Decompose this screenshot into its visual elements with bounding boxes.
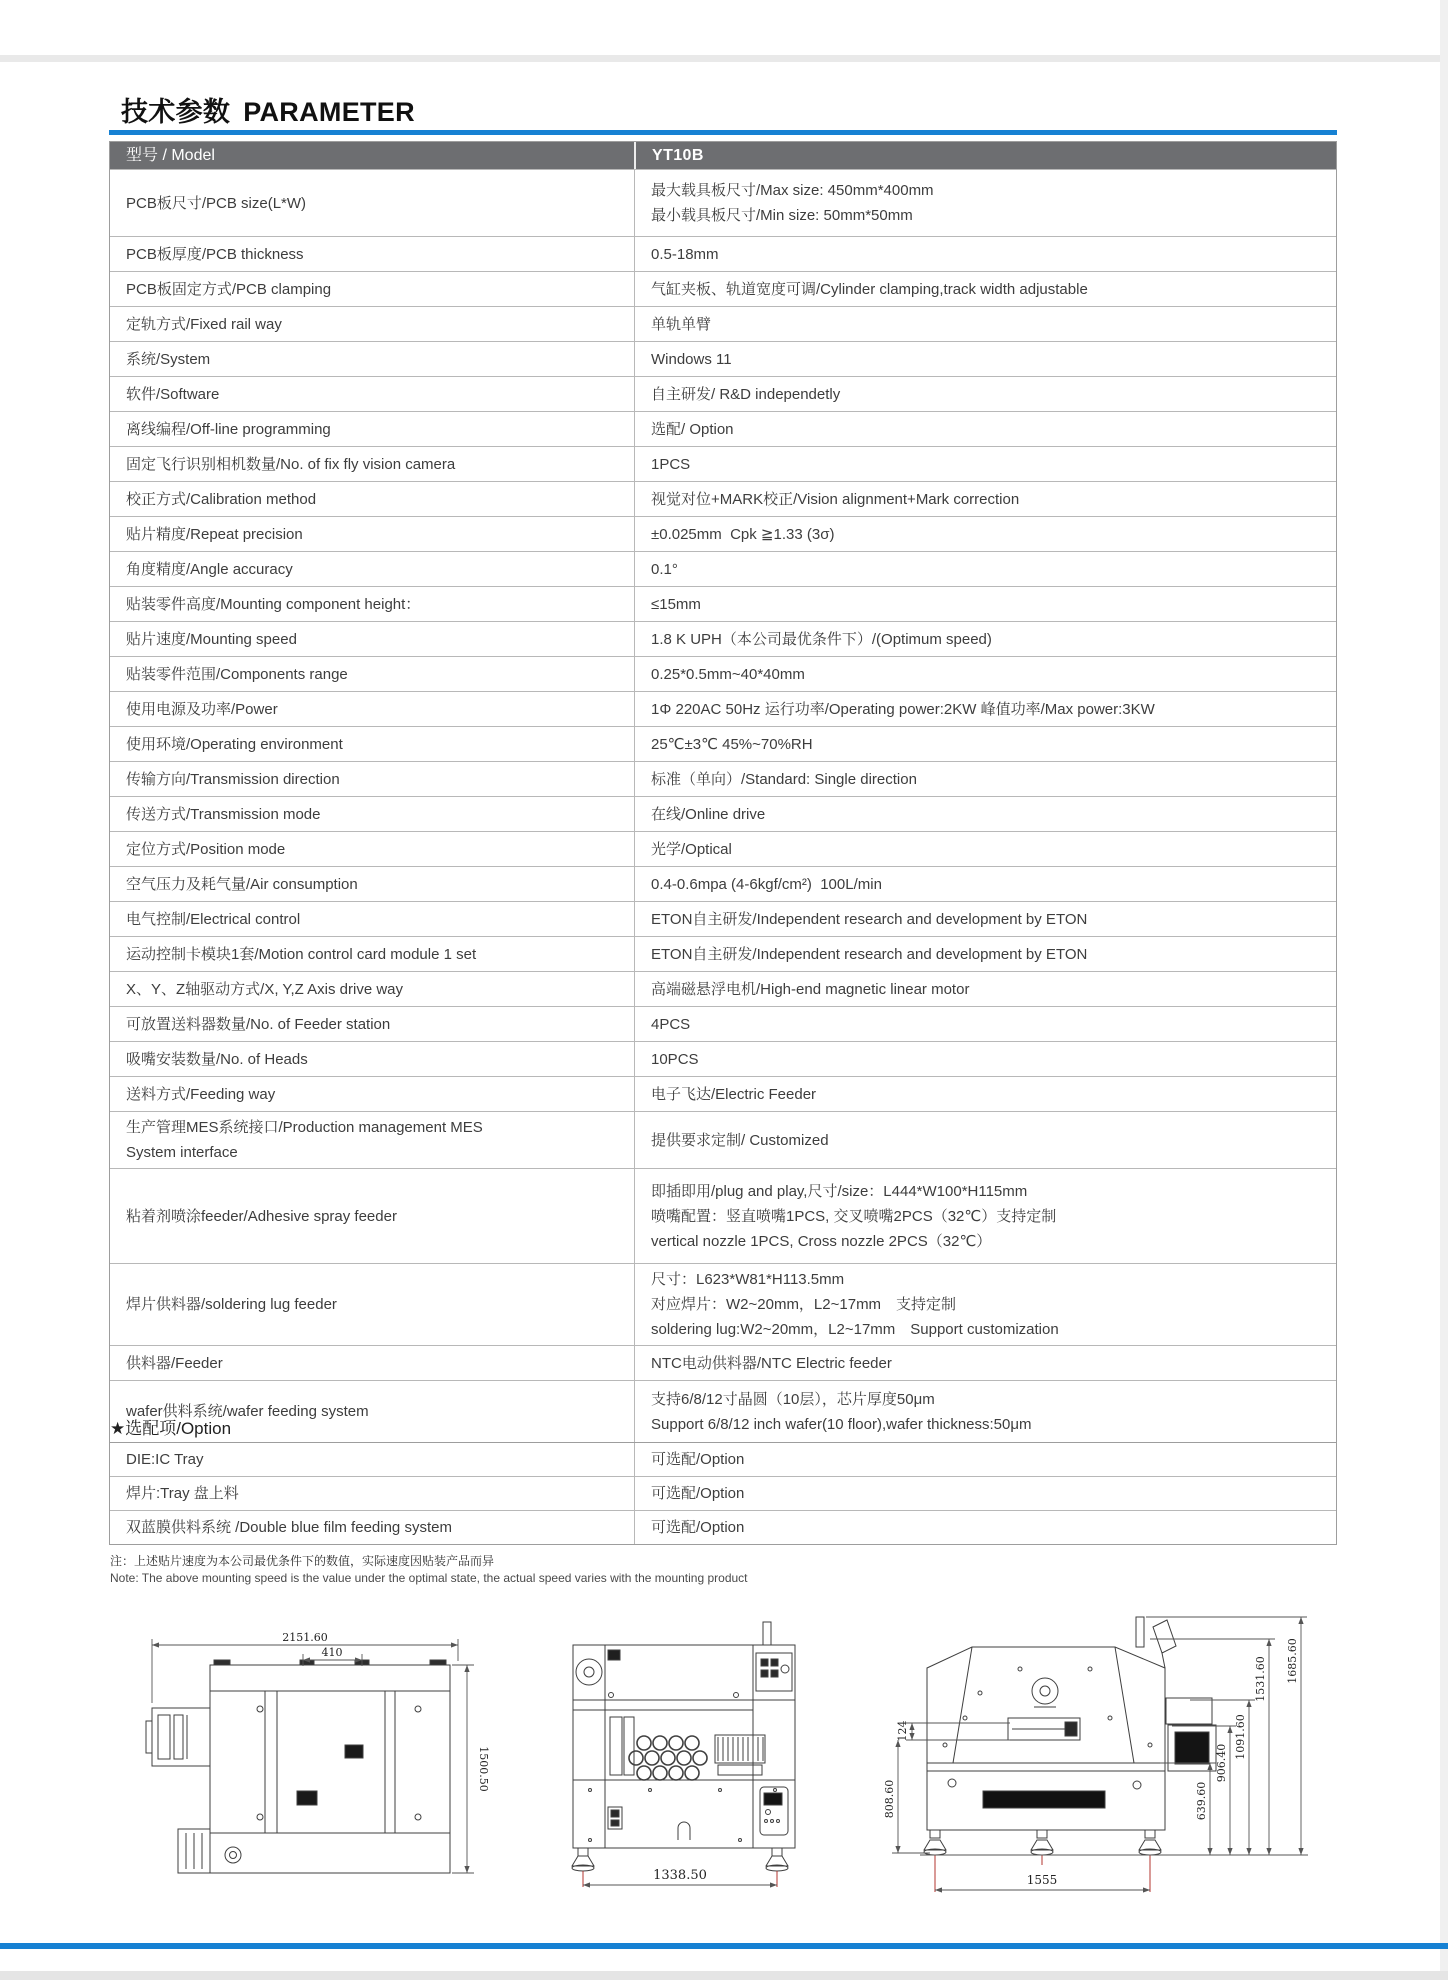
dim-label-front-feet-span: 1338.50 <box>653 1868 707 1883</box>
spec-table-header <box>110 142 1336 169</box>
spec-row <box>110 761 1336 796</box>
page-right-edge <box>1440 0 1448 1980</box>
spec-value: 选配/ Option <box>634 412 1336 446</box>
page-title-en: PARAMETER <box>243 97 415 127</box>
spec-value: 视觉对位+MARK校正/Vision alignment+Mark correction <box>634 482 1336 516</box>
spec-row <box>110 831 1336 866</box>
spec-label: 系统/System <box>126 350 211 368</box>
dim-label-side-feet-span: 1555 <box>1026 1873 1058 1887</box>
spec-value: ETON自主研发/Independent research and development by ETON <box>634 937 1336 971</box>
spec-label: wafer供料系统/wafer feeding system <box>126 1403 369 1420</box>
spec-value: 1Φ 220AC 50Hz 运行功率/Operating power:2KW 峰值功率/Max power:3KW <box>634 692 1336 726</box>
spec-row <box>110 306 1336 341</box>
dim-label-side-total-height: 1685.60 <box>1286 1638 1299 1684</box>
dim-label-side-window-height: 124 <box>896 1720 909 1742</box>
dim-label-top-depth: 1500.50 <box>477 1746 490 1792</box>
dim-label-top-inner-width: 410 <box>321 1646 343 1659</box>
spec-row <box>110 271 1336 306</box>
spec-label: 生产管理MES系统接口/Production management MES System interface <box>126 1119 483 1161</box>
option-label: DIE:IC Tray <box>126 1451 204 1468</box>
spec-row <box>110 481 1336 516</box>
spec-value-line: 最小载具板尺寸/Min size: 50mm*50mm <box>651 207 913 224</box>
spec-value: 支持6/8/12寸晶圆（10层），芯片厚度50μm Support 6/8/12 inch wafer(10 floor),wafer thickness:50μm <box>634 1381 1336 1442</box>
top-view-machine-outline <box>146 1660 450 1873</box>
option-section-heading: ★选配项/Option <box>110 1419 232 1438</box>
spec-label: 校正方式/Calibration method <box>126 490 317 508</box>
spec-label: 贴装零件范围/Components range <box>126 665 348 683</box>
spec-label: PCB板厚度/PCB thickness <box>126 245 304 263</box>
spec-row <box>110 236 1336 271</box>
option-table <box>109 1442 1337 1545</box>
spec-value: 气缸夹板、轨道宽度可调/Cylinder clamping,track width adjustable <box>634 272 1336 306</box>
spec-row <box>110 1006 1336 1041</box>
spec-value: 光学/Optical <box>634 832 1336 866</box>
option-row <box>110 1510 1336 1544</box>
spec-value: 在线/Online drive <box>634 797 1336 831</box>
page-bottom-edge <box>0 1971 1448 1980</box>
footer-accent-bar <box>0 1943 1448 1949</box>
spec-label: 定位方式/Position mode <box>126 840 286 858</box>
spec-value: 0.1° <box>634 552 1336 586</box>
dim-label-side-signal-top: 1531.60 <box>1254 1656 1267 1702</box>
spec-value: 单轨单臂 <box>634 307 1336 341</box>
spec-row <box>110 516 1336 551</box>
spec-value: 4PCS <box>634 1007 1336 1041</box>
spec-row <box>110 586 1336 621</box>
spec-label: 软件/Software <box>126 385 220 403</box>
spec-value: 电子飞达/Electric Feeder <box>634 1077 1336 1111</box>
spec-label: 贴装零件高度/Mounting component height： <box>126 595 421 613</box>
page-top-edge <box>0 55 1448 62</box>
spec-label: PCB板固定方式/PCB clamping <box>126 280 332 298</box>
spec-value: Windows 11 <box>634 342 1336 376</box>
spec-label: 供料器/Feeder <box>126 1354 223 1372</box>
spec-label: X、Y、Z轴驱动方式/X, Y,Z Axis drive way <box>126 980 404 998</box>
machine-side-view-drawing <box>860 1603 1346 1943</box>
spec-label: 贴片精度/Repeat precision <box>126 525 303 543</box>
spec-row <box>110 1111 1336 1168</box>
spec-row <box>110 169 1336 236</box>
model-label-cell: 型号 / Model <box>126 147 215 164</box>
spec-label: PCB板尺寸/PCB size(L*W) <box>126 194 307 212</box>
front-view-machine-outline <box>572 1622 795 1871</box>
spec-label: 焊片供料器/soldering lug feeder <box>126 1296 337 1313</box>
spec-label: 离线编程/Off-line programming <box>126 420 331 438</box>
spec-value: 即插即用/plug and play,尺寸/size：L444*W100*H115mm 喷嘴配置：竖直喷嘴1PCS, 交叉喷嘴2PCS（32℃）支持定制 vertical nozzle 1PCS, Cross nozzle 2PCS（32℃） <box>634 1169 1336 1263</box>
spec-label: 传送方式/Transmission mode <box>126 805 321 823</box>
spec-value: 高端磁悬浮电机/High-end magnetic linear motor <box>634 972 1336 1006</box>
spec-row <box>110 971 1336 1006</box>
spec-label: 粘着剂喷涂feeder/Adhesive spray feeder <box>126 1207 397 1225</box>
option-row <box>110 1443 1336 1476</box>
spec-row <box>110 1345 1336 1380</box>
spec-label: 贴片速度/Mounting speed <box>126 630 297 648</box>
machine-front-view-drawing <box>520 1613 820 1928</box>
spec-label: 送料方式/Feeding way <box>126 1085 276 1103</box>
spec-value: 尺寸：L623*W81*H113.5mm 对应焊片：W2~20mm，L2~17mm 支持定制 soldering lug:W2~20mm，L2~17mm Support customization <box>634 1264 1336 1345</box>
spec-label: 定轨方式/Fixed rail way <box>126 315 282 333</box>
footnote-cn: 注：上述贴片速度为本公司最优条件下的数值，实际速度因贴装产品而异 <box>110 1554 495 1568</box>
dim-label-side-monitor-bottom: 639.60 <box>1195 1781 1208 1821</box>
spec-label: 使用环境/Operating environment <box>126 735 343 753</box>
dim-label-top-total-width: 2151.60 <box>282 1631 328 1644</box>
spec-value: NTC电动供料器/NTC Electric feeder <box>634 1346 1336 1380</box>
spec-value: 自主研发/ R&D independetly <box>634 377 1336 411</box>
option-value: 可选配/Option <box>634 1511 1336 1544</box>
dim-label-side-bracket-top: 1091.60 <box>1234 1714 1247 1760</box>
spec-row <box>110 796 1336 831</box>
spec-label: 角度精度/Angle accuracy <box>126 560 293 578</box>
spec-label: 空气压力及耗气量/Air consumption <box>126 875 358 893</box>
spec-row <box>110 1041 1336 1076</box>
spec-value-line: 最大载具板尺寸/Max size: 450mm*400mm <box>651 182 934 199</box>
spec-label: 使用电源及功率/Power <box>126 700 278 718</box>
option-label: 焊片:Tray 盘上料 <box>126 1485 239 1502</box>
spec-row <box>110 411 1336 446</box>
spec-row <box>110 621 1336 656</box>
spec-value: 0.25*0.5mm~40*40mm <box>634 657 1336 691</box>
title-underline <box>109 130 1337 135</box>
page-title-cn: 技术参数 <box>121 97 231 127</box>
option-label: 双蓝膜供料系统 /Double blue film feeding system <box>126 1519 452 1536</box>
spec-label: 运动控制卡模块1套/Motion control card module 1 set <box>126 945 477 963</box>
spec-value: ETON自主研发/Independent research and development by ETON <box>634 902 1336 936</box>
spec-row <box>110 656 1336 691</box>
spec-label: 电气控制/Electrical control <box>126 910 301 928</box>
dim-label-side-monitor-top: 906.40 <box>1215 1743 1228 1783</box>
spec-row <box>110 901 1336 936</box>
spec-value <box>634 170 1336 236</box>
spec-row <box>110 1076 1336 1111</box>
spec-row <box>110 551 1336 586</box>
model-value-cell: YT10B <box>634 142 1336 169</box>
page-title <box>121 90 415 129</box>
spec-value: ±0.025mm Cpk ≧1.33 (3σ) <box>634 517 1336 551</box>
option-value: 可选配/Option <box>634 1477 1336 1510</box>
dim-label-side-base-height: 808.60 <box>883 1779 896 1819</box>
spec-row <box>110 866 1336 901</box>
spec-value: 标准（单向）/Standard: Single direction <box>634 762 1336 796</box>
spec-value: 1PCS <box>634 447 1336 481</box>
spec-label: 固定飞行识别相机数量/No. of fix fly vision camera <box>126 455 456 473</box>
spec-label: 吸嘴安装数量/No. of Heads <box>126 1050 308 1068</box>
spec-row <box>110 1263 1336 1345</box>
spec-value: ≤15mm <box>634 587 1336 621</box>
spec-table <box>109 141 1337 1443</box>
spec-row <box>110 341 1336 376</box>
spec-row <box>110 936 1336 971</box>
spec-value: 0.4-0.6mpa (4-6kgf/cm²) 100L/min <box>634 867 1336 901</box>
spec-row <box>110 691 1336 726</box>
footnote-en: Note: The above mounting speed is the value under the optimal state, the actual speed varies with the mounting product <box>110 1571 748 1585</box>
side-view-machine-outline <box>924 1617 1216 1855</box>
spec-row <box>110 1380 1336 1442</box>
option-row <box>110 1476 1336 1510</box>
spec-label: 传输方向/Transmission direction <box>126 770 340 788</box>
spec-row <box>110 446 1336 481</box>
spec-row <box>110 376 1336 411</box>
spec-value: 0.5-18mm <box>634 237 1336 271</box>
spec-value: 10PCS <box>634 1042 1336 1076</box>
spec-row <box>110 726 1336 761</box>
spec-value: 25℃±3℃ 45%~70%RH <box>634 727 1336 761</box>
machine-top-view-drawing <box>100 1633 520 1935</box>
option-value: 可选配/Option <box>634 1443 1336 1476</box>
spec-value: 1.8 K UPH（本公司最优条件下）/(Optimum speed) <box>634 622 1336 656</box>
spec-value: 提供要求定制/ Customized <box>634 1112 1336 1168</box>
top-view-dimension-lines <box>152 1639 474 1873</box>
spec-row <box>110 1168 1336 1263</box>
spec-label: 可放置送料器数量/No. of Feeder station <box>126 1015 391 1033</box>
